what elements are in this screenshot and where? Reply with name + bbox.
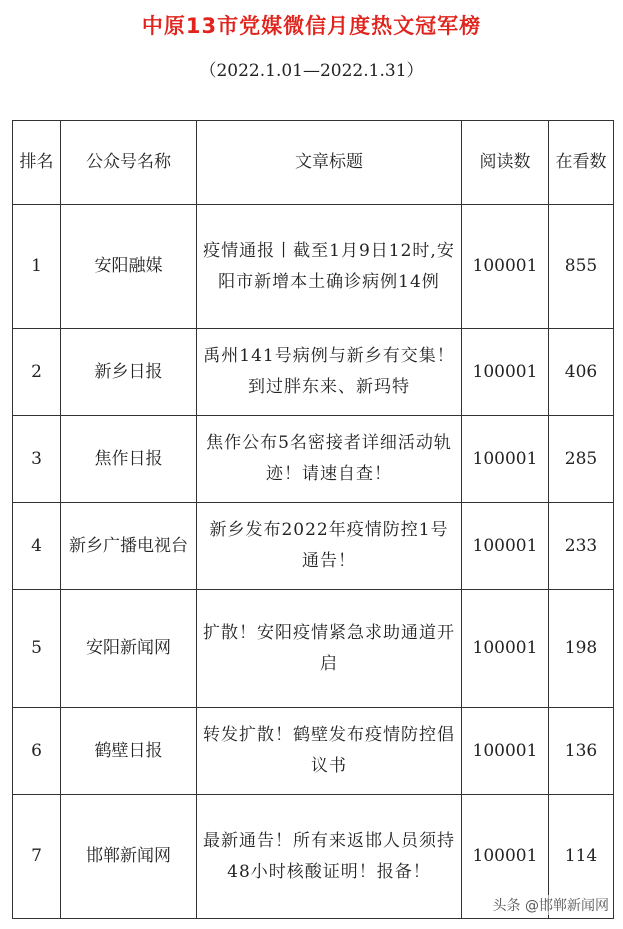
table-row	[13, 590, 614, 708]
account-cell: 邯郸新闻网	[61, 795, 197, 919]
ranking-table	[12, 120, 614, 919]
account-cell: 鹤壁日报	[61, 708, 197, 795]
account-cell: 焦作日报	[61, 416, 197, 503]
rank-cell: 1	[13, 205, 61, 329]
account-cell: 新乡广播电视台	[61, 503, 197, 590]
article-title-cell: 禹州141号病例与新乡有交集！到过胖东来、新玛特	[197, 329, 462, 416]
account-cell: 新乡日报	[61, 329, 197, 416]
table-row	[13, 205, 614, 329]
page-title: 中原13市党媒微信月度热文冠军榜	[141, 14, 482, 38]
rank-cell: 4	[13, 503, 61, 590]
article-title-cell: 最新通告！所有来返邯人员须持48小时核酸证明！报备！	[197, 795, 462, 919]
reads-cell: 100001	[462, 795, 549, 919]
reads-cell: 100001	[462, 503, 549, 590]
table-row	[13, 416, 614, 503]
date-range: （2022.1.01—2022.1.31）	[199, 61, 424, 81]
header-reads: 阅读数	[462, 121, 549, 205]
article-title-cell: 转发扩散！鹤壁发布疫情防控倡议书	[197, 708, 462, 795]
views-cell: 136	[549, 708, 614, 795]
reads-cell: 100001	[462, 416, 549, 503]
views-cell: 285	[549, 416, 614, 503]
reads-cell: 100001	[462, 708, 549, 795]
account-cell: 安阳融媒	[61, 205, 197, 329]
reads-cell: 100001	[462, 205, 549, 329]
views-cell: 233	[549, 503, 614, 590]
article-title-cell: 扩散！安阳疫情紧急求助通道开启	[197, 590, 462, 708]
header-rank: 排名	[13, 121, 61, 205]
table-header-row	[13, 121, 614, 205]
article-title-cell: 新乡发布2022年疫情防控1号通告！	[197, 503, 462, 590]
header-views: 在看数	[549, 121, 614, 205]
reads-cell: 100001	[462, 329, 549, 416]
rank-cell: 6	[13, 708, 61, 795]
header-account: 公众号名称	[61, 121, 197, 205]
rank-cell: 5	[13, 590, 61, 708]
views-cell: 406	[549, 329, 614, 416]
source-watermark: 头条 @邯郸新闻网	[493, 895, 609, 915]
header-title: 文章标题	[197, 121, 462, 205]
table-row	[13, 708, 614, 795]
views-cell: 855	[549, 205, 614, 329]
rank-cell: 7	[13, 795, 61, 919]
article-title-cell: 焦作公布5名密接者详细活动轨迹！请速自查！	[197, 416, 462, 503]
views-cell: 198	[549, 590, 614, 708]
table-row	[13, 503, 614, 590]
table-row	[13, 329, 614, 416]
rank-cell: 2	[13, 329, 61, 416]
views-cell: 114	[549, 795, 614, 919]
reads-cell: 100001	[462, 590, 549, 708]
account-cell: 安阳新闻网	[61, 590, 197, 708]
article-title-cell: 疫情通报丨截至1月9日12时,安阳市新增本土确诊病例14例	[197, 205, 462, 329]
rank-cell: 3	[13, 416, 61, 503]
